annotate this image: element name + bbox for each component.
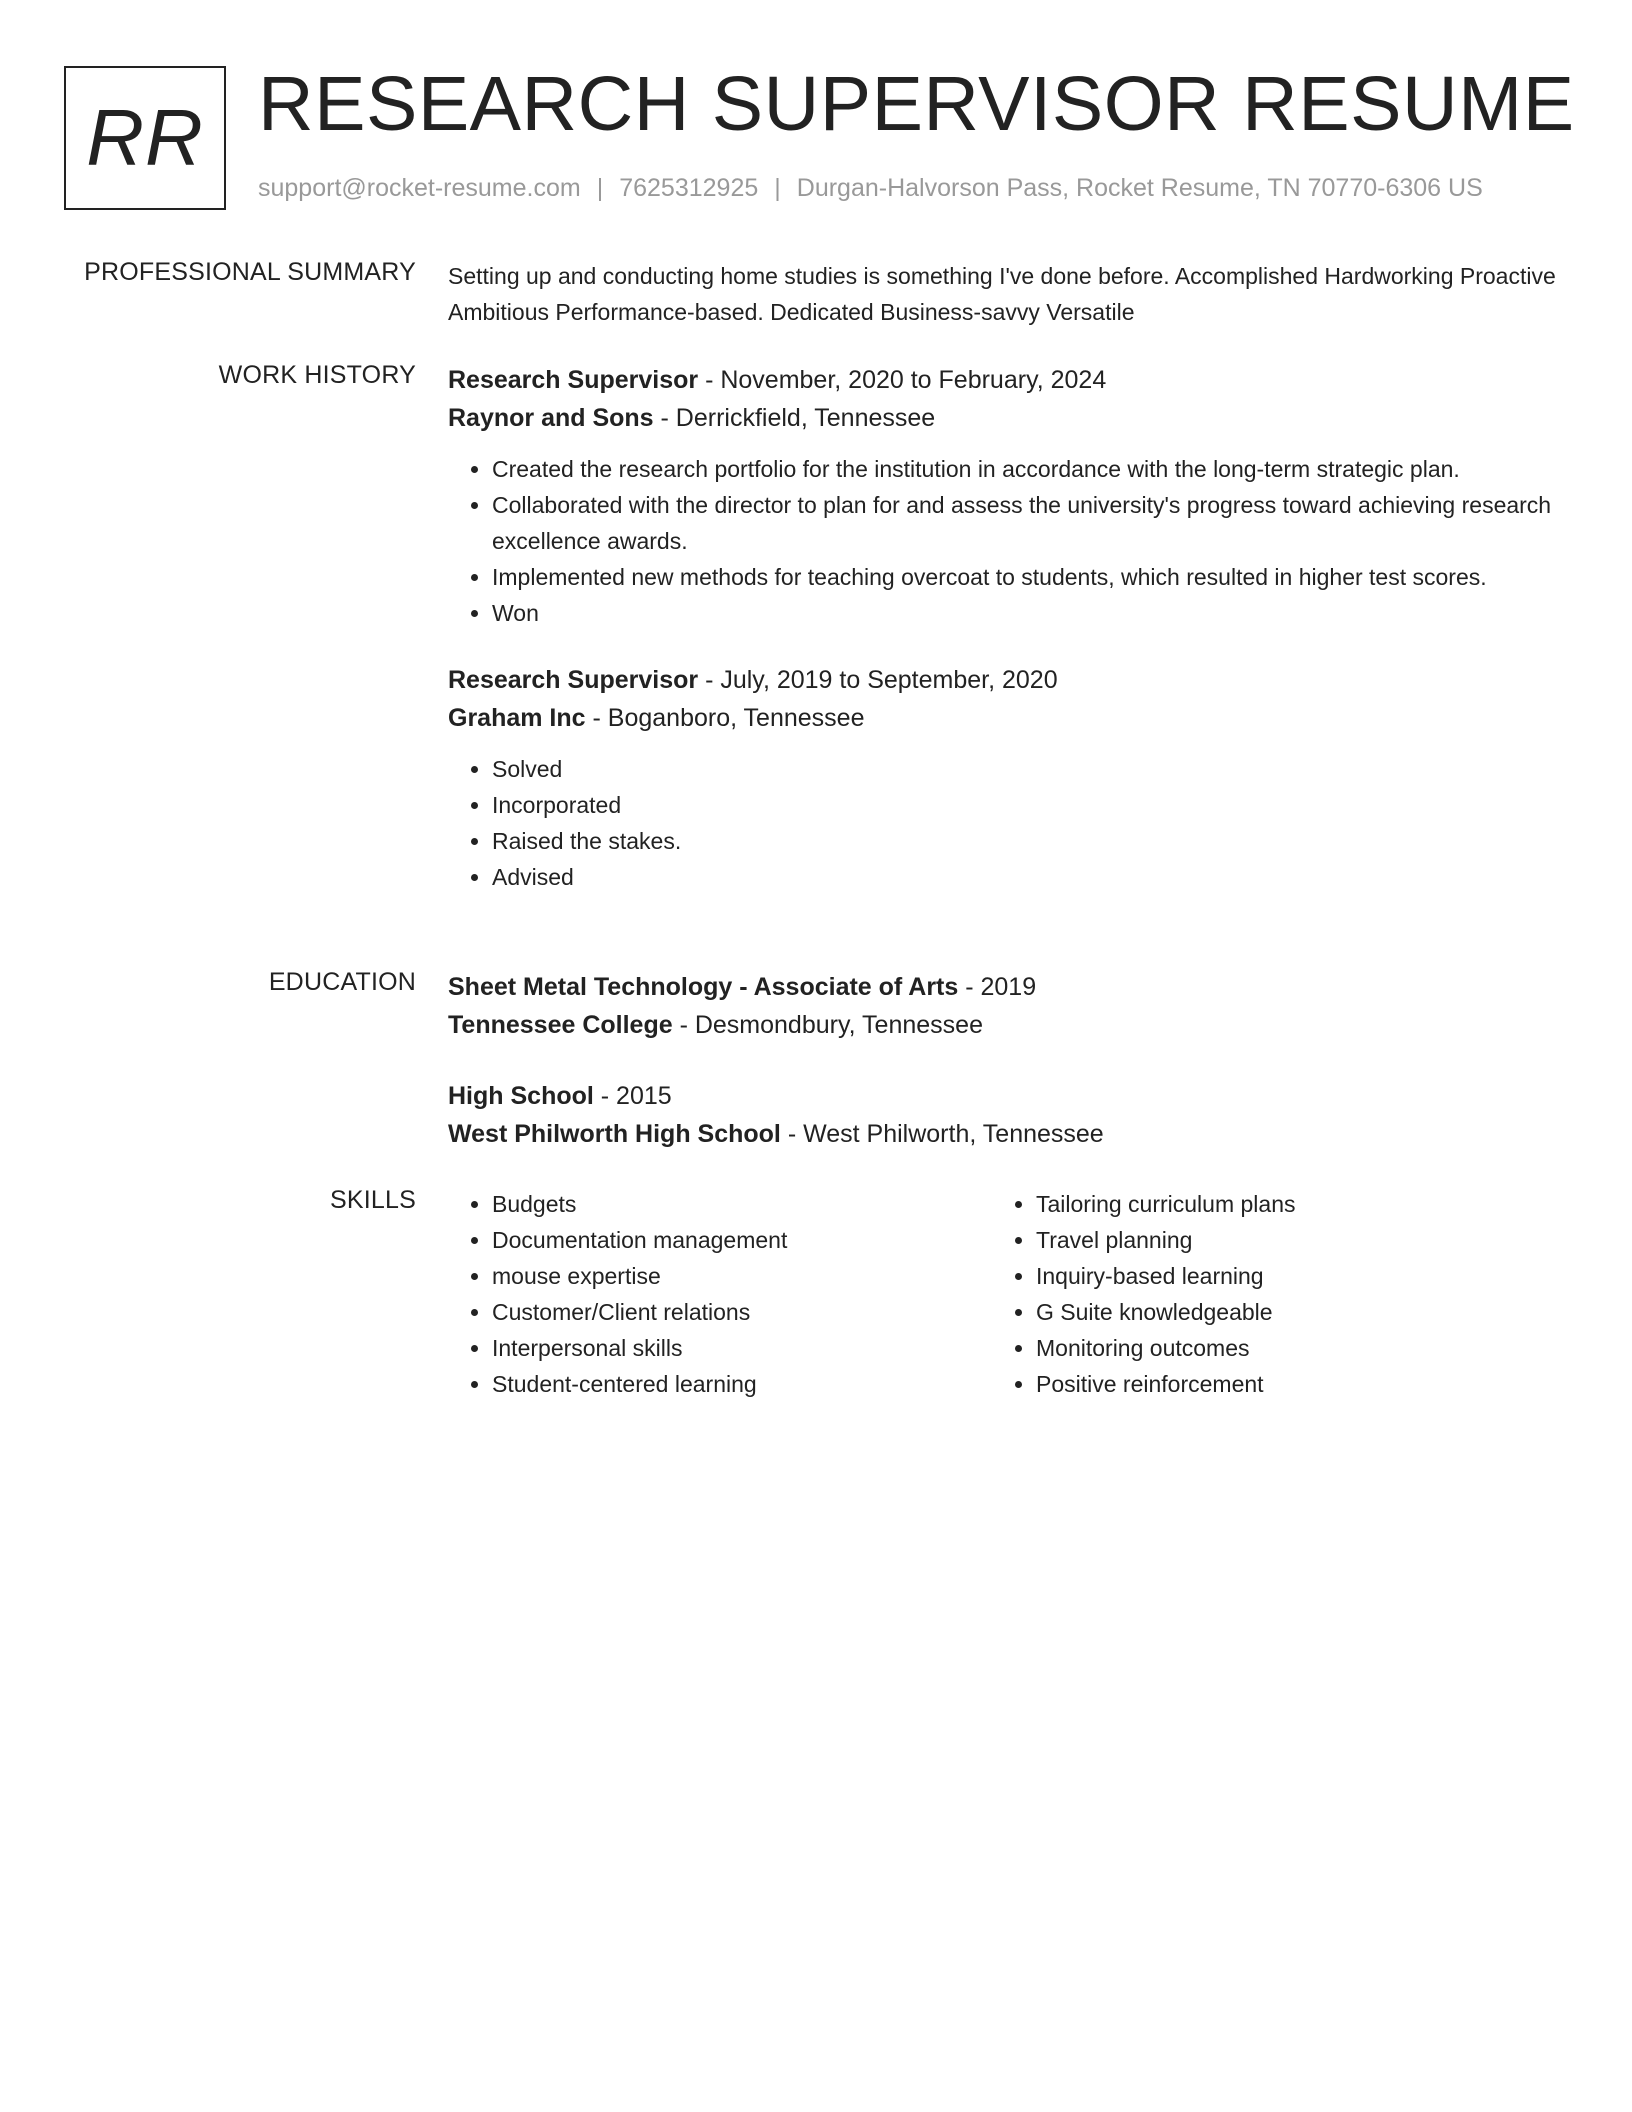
- school-name: Tennessee College: [448, 1011, 673, 1039]
- summary-label: PROFESSIONAL SUMMARY: [84, 258, 416, 286]
- monogram-badge: RR: [64, 66, 226, 210]
- skills-column-right: [992, 1186, 1512, 1402]
- skill-item: • Interpersonal skills: [492, 1330, 968, 1366]
- job-title: Research Supervisor: [448, 366, 699, 394]
- job-title-line: [448, 661, 1578, 699]
- job-entry: [448, 661, 1578, 895]
- education-body: [448, 968, 1578, 1153]
- contact-email: support@rocket-resume.com: [258, 174, 581, 202]
- work-history-body: [448, 361, 1578, 895]
- degree-name: Sheet Metal Technology - Associate of Arts: [448, 973, 959, 1001]
- degree-line: [448, 1077, 1578, 1115]
- job-duty: • Won: [492, 595, 1578, 631]
- job-company: Graham Inc: [448, 704, 586, 732]
- skill-item: • G Suite knowledgeable: [1036, 1294, 1512, 1330]
- summary-body: [448, 258, 1578, 330]
- skill-item: • Tailoring curriculum plans: [1036, 1186, 1512, 1222]
- skill-item: • Documentation management: [492, 1222, 968, 1258]
- degree-year: - 2015: [593, 1082, 672, 1110]
- job-duty: • Collaborated with the director to plan for and assess the university's progress toward achieving research excellence awards.: [492, 487, 1578, 559]
- job-duty: • Incorporated: [492, 787, 1578, 823]
- skills-column-left: [448, 1186, 968, 1402]
- contact-address: Durgan-Halvorson Pass, Rocket Resume, TN 70770-6306 US: [796, 174, 1483, 202]
- contact-separator: |: [596, 174, 604, 202]
- contact-separator: |: [774, 174, 781, 202]
- contact-line: [258, 174, 1483, 203]
- education-entry: [448, 968, 1578, 1044]
- skill-item: • Travel planning: [1036, 1222, 1512, 1258]
- job-duty: • Solved: [492, 751, 1578, 787]
- skill-item: • mouse expertise: [492, 1258, 968, 1294]
- resume-header: [64, 61, 1592, 210]
- summary-text: Setting up and conducting home studies is something I've done before. Accomplished Hardworking Proactive Ambitious Performance-based. Dedicated Business-savvy Versatile: [448, 263, 1556, 325]
- degree-line: [448, 968, 1578, 1006]
- degree-name: High School: [448, 1082, 594, 1110]
- skills-label: SKILLS: [330, 1186, 416, 1214]
- job-duty: • Raised the stakes.: [492, 823, 1578, 859]
- job-company-line: [448, 699, 1578, 737]
- school-line: [448, 1006, 1578, 1044]
- skills-list: [992, 1186, 1512, 1402]
- education-entry: [448, 1077, 1578, 1153]
- job-title-line: [448, 361, 1578, 399]
- education-label: EDUCATION: [268, 968, 416, 996]
- skill-item: • Budgets: [492, 1186, 968, 1222]
- skill-item: • Monitoring outcomes: [1036, 1330, 1512, 1366]
- school-location: - Desmondbury, Tennessee: [672, 1011, 983, 1039]
- degree-year: - 2019: [958, 973, 1037, 1001]
- skill-item: • Positive reinforcement: [1036, 1366, 1512, 1402]
- job-location: - Boganboro, Tennessee: [585, 704, 865, 732]
- job-entry: [448, 361, 1578, 631]
- job-company: Raynor and Sons: [448, 404, 654, 432]
- skill-item: • Student-centered learning: [492, 1366, 968, 1402]
- work-history-label: WORK HISTORY: [218, 361, 416, 389]
- resume-title: RESEARCH SUPERVISOR RESUME: [258, 61, 1575, 147]
- job-location: - Derrickfield, Tennessee: [653, 404, 936, 432]
- school-line: [448, 1115, 1578, 1153]
- job-duty: • Implemented new methods for teaching overcoat to students, which resulted in higher test scores.: [492, 559, 1578, 595]
- job-company-line: [448, 399, 1578, 437]
- job-duties-list: [448, 751, 1578, 895]
- job-duty: • Created the research portfolio for the institution in accordance with the long-term strategic plan.: [492, 451, 1578, 487]
- job-duty: • Advised: [492, 859, 1578, 895]
- school-location: - West Philworth, Tennessee: [780, 1120, 1104, 1148]
- school-name: West Philworth High School: [448, 1120, 781, 1148]
- job-duties-list: [448, 451, 1578, 631]
- skills-list: [448, 1186, 968, 1402]
- skill-item: • Customer/Client relations: [492, 1294, 968, 1330]
- job-dates: - November, 2020 to February, 2024: [698, 366, 1107, 394]
- skill-item: • Inquiry-based learning: [1036, 1258, 1512, 1294]
- contact-phone: 7625312925: [619, 174, 759, 202]
- job-title: Research Supervisor: [448, 666, 699, 694]
- job-dates: - July, 2019 to September, 2020: [698, 666, 1058, 694]
